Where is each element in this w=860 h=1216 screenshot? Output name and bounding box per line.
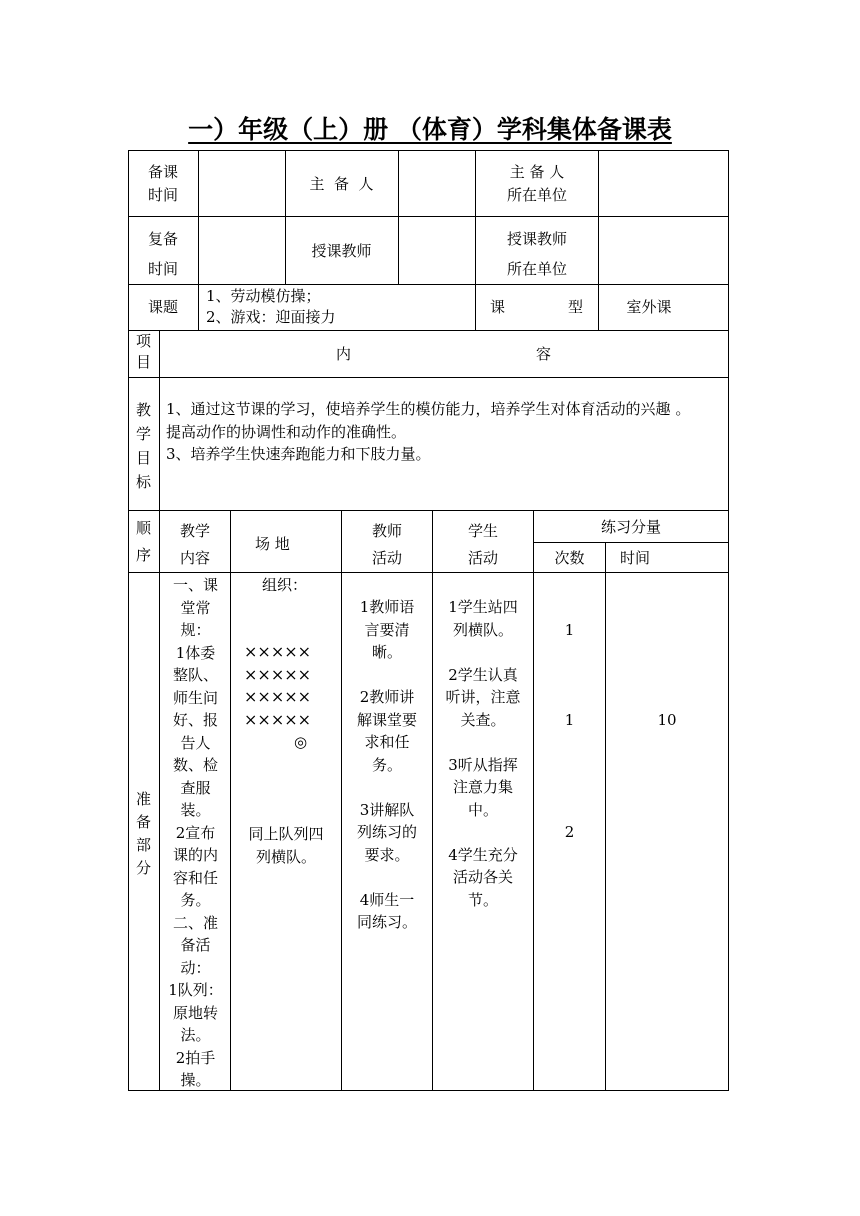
count-value: 1: [564, 621, 575, 639]
objectives-text: 1、通过这节课的学习，使培养学生的模仿能力，培养学生对体育活动的兴趣 。 提高动作的协调性和动作的准确性。 3、培养学生快速奔跑能力和下肢力量。: [166, 400, 691, 463]
content-header-left: 内: [336, 345, 352, 363]
main-preparer-label: 主 备 人: [309, 175, 374, 193]
prep-content: 一、课 堂常 规： 1体委 整队、 师生问 好、报 告人 数、检 查服 装。 2宣布 课的内 容和任 务。 二、准 备活 动： 1队列： 原地转 法。 2拍手 操。: [168, 576, 223, 1089]
col-content: 教学 内容: [179, 522, 210, 567]
col-count: 次数: [554, 549, 585, 567]
col-teacher: 教师 活动: [371, 522, 402, 567]
venue-organization: 组织：: [262, 576, 308, 594]
content-header-right: 容: [536, 345, 552, 363]
teacher-label: 授课教师: [311, 242, 372, 260]
venue-teacher-mark: ◎: [294, 733, 308, 751]
count-value: 2: [564, 823, 575, 841]
type-label-right: 型: [568, 298, 584, 316]
preparer-unit-label: 主 备 人 所在单位: [506, 163, 567, 204]
item-label: 项 目: [136, 332, 152, 371]
count-value: 1: [564, 711, 575, 729]
objectives-label: 教 学 目 标: [136, 401, 152, 491]
topic-label: 课题: [147, 298, 178, 316]
prep-time-label: 备课 时间: [147, 163, 178, 204]
col-practice: 练习分量: [600, 518, 661, 536]
col-order: 顺 序: [136, 519, 152, 564]
teacher-activities: 1教师语 言要清 晰。 2教师讲 解课堂要 求和任 务。 3讲解队 列练习的 要求。 4师生一 同练习。: [356, 598, 417, 931]
type-label-left: 课: [490, 298, 506, 316]
review-time-label: 复备 时间: [147, 230, 178, 278]
col-time: 时间: [620, 549, 651, 567]
topic-content: 1、劳动模仿操； 2、游戏：迎面接力: [206, 287, 336, 326]
time-value: 10: [657, 711, 677, 729]
prep-order: 准 备 部 分: [136, 790, 152, 877]
venue-formation: ××××× ××××× ××××× ×××××: [244, 642, 312, 729]
type-value: 室外课: [626, 298, 672, 316]
student-activities: 1学生站四 列横队。 2学生认真 听讲，注意 关查。 3听从指挥 注意力集 中。 4学生充分 活动各关 节。: [445, 598, 521, 909]
col-venue: 场 地: [255, 535, 290, 553]
page-title: 一）年级（上）册 （体育）学科集体备课表: [188, 115, 672, 144]
col-student: 学生 活动: [467, 522, 498, 567]
venue-note: 同上队列四 列横队。: [248, 825, 324, 866]
teacher-unit-label: 授课教师 所在单位: [506, 230, 567, 278]
